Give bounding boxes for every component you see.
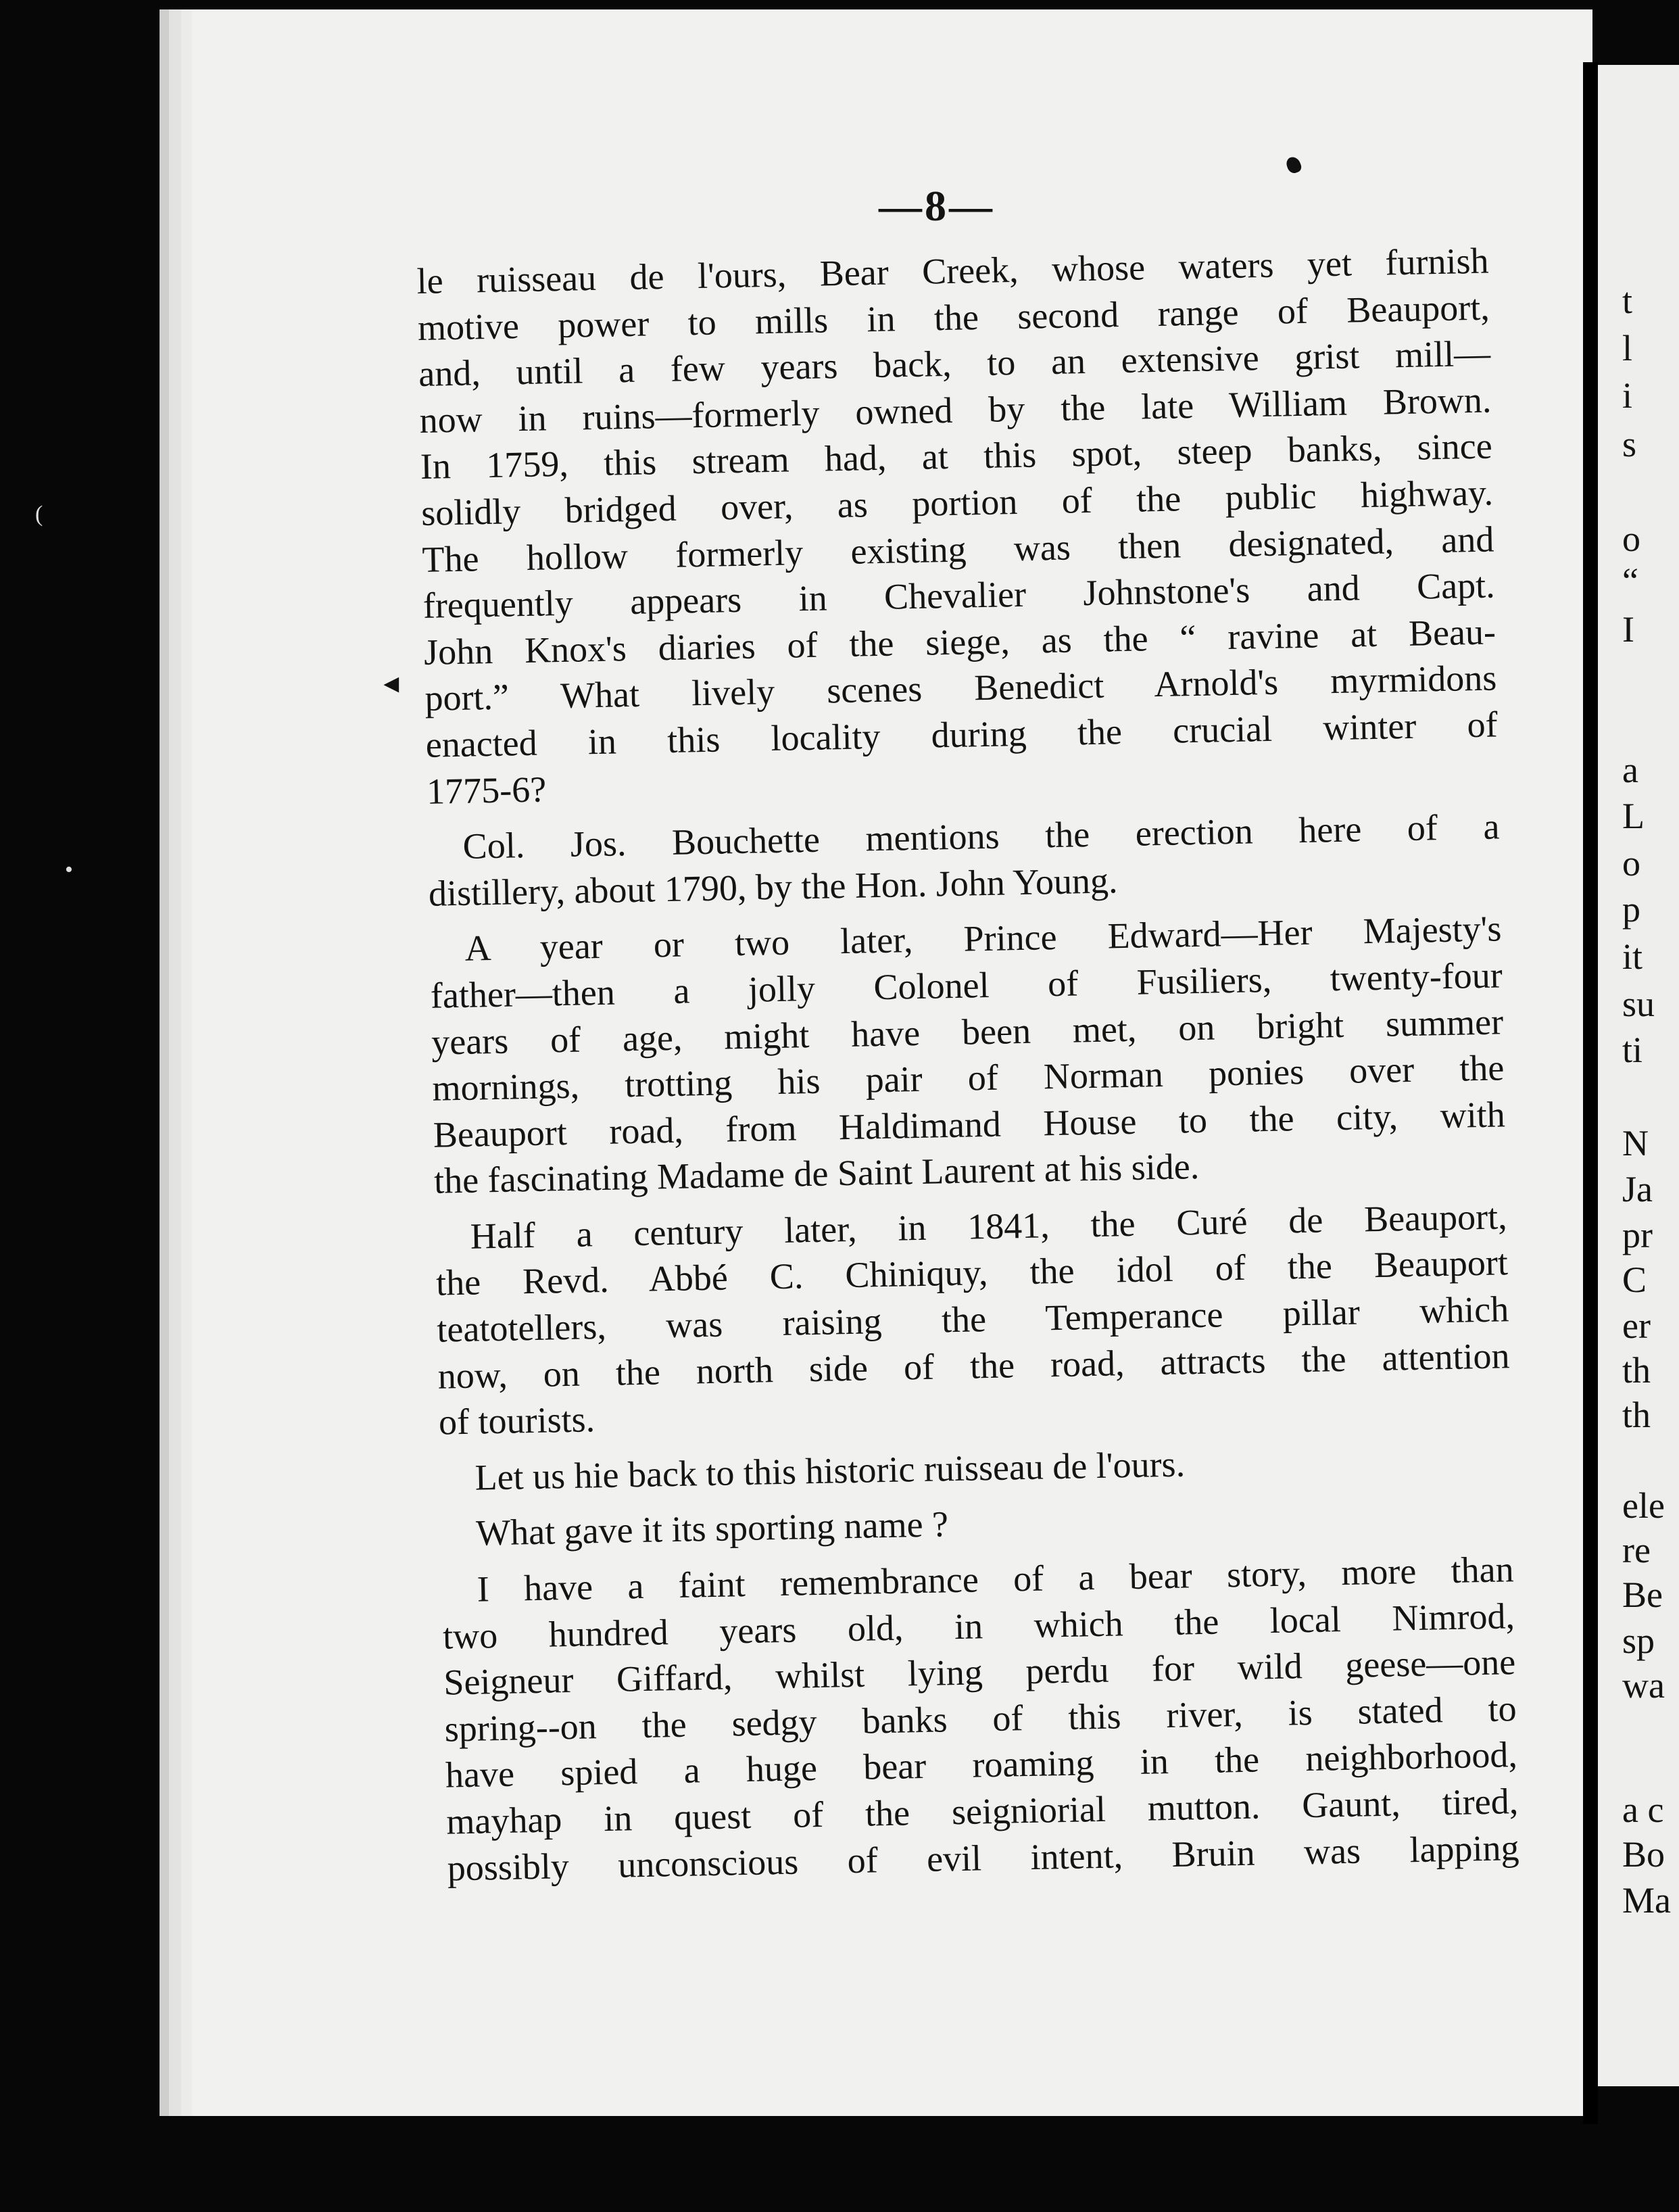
facing-page-fragment: re [1622, 1530, 1651, 1570]
facing-page-fragment: Ja [1622, 1169, 1653, 1209]
text-line: have spied a huge bear roaming in the neighborhood, [445, 1734, 1518, 1796]
text-line: solidly bridged over, as portion of the public highway. [420, 472, 1494, 533]
facing-page-fragment: I [1622, 609, 1634, 650]
text-line: and, until a few years back, to an extensive grist mill— [418, 333, 1491, 395]
text-line: motive power to mills in the second range of Beauport, [417, 287, 1490, 348]
paragraph [439, 1435, 1512, 1501]
facing-page-fragment: Ma [1622, 1880, 1671, 1921]
text-line: frequently appears in Chevalier Johnstone's and Capt. [422, 564, 1496, 627]
facing-page-fragment: “ [1622, 560, 1638, 601]
facing-page-fragment: wa [1622, 1665, 1665, 1706]
facing-page-fragment: Be [1622, 1574, 1663, 1615]
text-line: now in ruins—formerly owned by the late William Brown. [419, 379, 1492, 441]
facing-page-fragment: sp [1622, 1620, 1655, 1661]
facing-page-fragment: a c [1622, 1789, 1664, 1830]
text-line: Beauport road, from Haldimand House to the city, with [433, 1094, 1506, 1155]
margin-pointer-icon: ◄ [379, 670, 404, 698]
facing-page-fragment: ele [1622, 1485, 1665, 1526]
facing-page-fragment: pr [1622, 1215, 1653, 1255]
text-line: the Revd. Abbé C. Chiniquy, the idol of the Beauport [435, 1242, 1509, 1304]
facing-page-fragment: th [1622, 1350, 1651, 1391]
facing-page-fragment: th [1622, 1395, 1651, 1435]
paragraph [435, 1193, 1511, 1445]
text-line: Col. Jos. Bouchette mentions the erection here of a [462, 806, 1501, 867]
body-text [416, 238, 1519, 1901]
paragraph [416, 238, 1499, 815]
facing-page-fragment: s [1622, 424, 1637, 464]
book-gutter [1583, 62, 1598, 2124]
facing-page-fragment: l [1622, 328, 1633, 368]
text-line: 1775-6? [426, 768, 547, 812]
text-line: port.” What lively scenes Benedict Arnold's myrmidons [424, 657, 1497, 719]
text-line: distillery, about 1790, by the Hon. John Young. [428, 859, 1118, 914]
facing-page-fragment: i [1622, 375, 1633, 416]
facing-page-fragment: su [1622, 984, 1655, 1024]
text-line: mornings, trotting his pair of Norman ponies over the [432, 1047, 1505, 1109]
paragraph [429, 906, 1507, 1205]
text-line: Seigneur Giffard, whilst lying perdu for wild geese—one [443, 1641, 1516, 1703]
facing-page-fragment: C [1622, 1259, 1647, 1300]
text-line: le ruisseau de l'ours, Bear Creek, whose waters yet furnish [416, 240, 1489, 302]
text-line: possibly unconscious of evil intent, Bruin was lapping [447, 1827, 1520, 1889]
facing-page-fragment: o [1622, 843, 1640, 884]
paragraph [441, 1491, 1513, 1558]
facing-page-fragment: o [1622, 519, 1640, 559]
text-line: years of age, might have been met, on bright summer [431, 1001, 1504, 1063]
facing-page-fragment: a [1622, 750, 1638, 790]
text-line: two hundred years old, in which the local Nimrod, [442, 1595, 1515, 1657]
text-line: A year or two later, Prince Edward—Her Majesty's [464, 908, 1502, 969]
text-line: What gave it its sporting name ? [475, 1504, 949, 1554]
text-line: spring--on the sedgy banks of this river, is stated to [444, 1687, 1517, 1750]
facing-page-fragment: t [1622, 281, 1633, 321]
text-line: John Knox's diaries of the siege, as the “ ravine at Beau- [423, 611, 1496, 673]
text-line: teatotellers, was raising the Temperance pillar which [436, 1289, 1509, 1350]
facing-page-fragment: er [1622, 1305, 1651, 1346]
text-line: mayhap in quest of the seigniorial mutton. Gaunt, tired, [445, 1781, 1519, 1842]
facing-page-fragment: ti [1622, 1030, 1643, 1070]
facing-page [1598, 65, 1679, 2086]
text-line: I have a faint remembrance of a bear story, more than [477, 1549, 1515, 1610]
text-line: the fascinating Madame de Saint Laurent at his side. [433, 1146, 1200, 1202]
page-number-header: —8— [879, 182, 995, 230]
margin-speck: ( [35, 502, 43, 527]
facing-page-fragment: N [1622, 1123, 1649, 1163]
text-line: father—then a jolly Colonel of Fusiliers, twenty-four [430, 955, 1503, 1016]
text-line: Half a century later, in 1841, the Curé de Beauport, [470, 1196, 1508, 1257]
text-line: The hollow formerly existing was then designated, and [421, 519, 1494, 580]
ink-fleck [1284, 155, 1303, 174]
paragraph [427, 804, 1501, 917]
facing-page-fragment: Bo [1622, 1834, 1665, 1875]
text-line: enacted in this locality during the crucial winter of [425, 704, 1499, 765]
paragraph [441, 1546, 1519, 1892]
facing-page-fragment: it [1622, 936, 1643, 977]
text-line: of tourists. [438, 1399, 595, 1443]
text-line: now, on the north side of the road, attracts the attention [437, 1335, 1511, 1397]
text-line: In 1759, this stream had, at this spot, steep banks, since [420, 425, 1493, 487]
text-line: Let us hie back to this historic ruisseau de l'ours. [474, 1443, 1186, 1498]
margin-speck: • [65, 857, 73, 882]
facing-page-fragment: L [1622, 796, 1645, 836]
facing-page-fragment: p [1622, 889, 1640, 930]
